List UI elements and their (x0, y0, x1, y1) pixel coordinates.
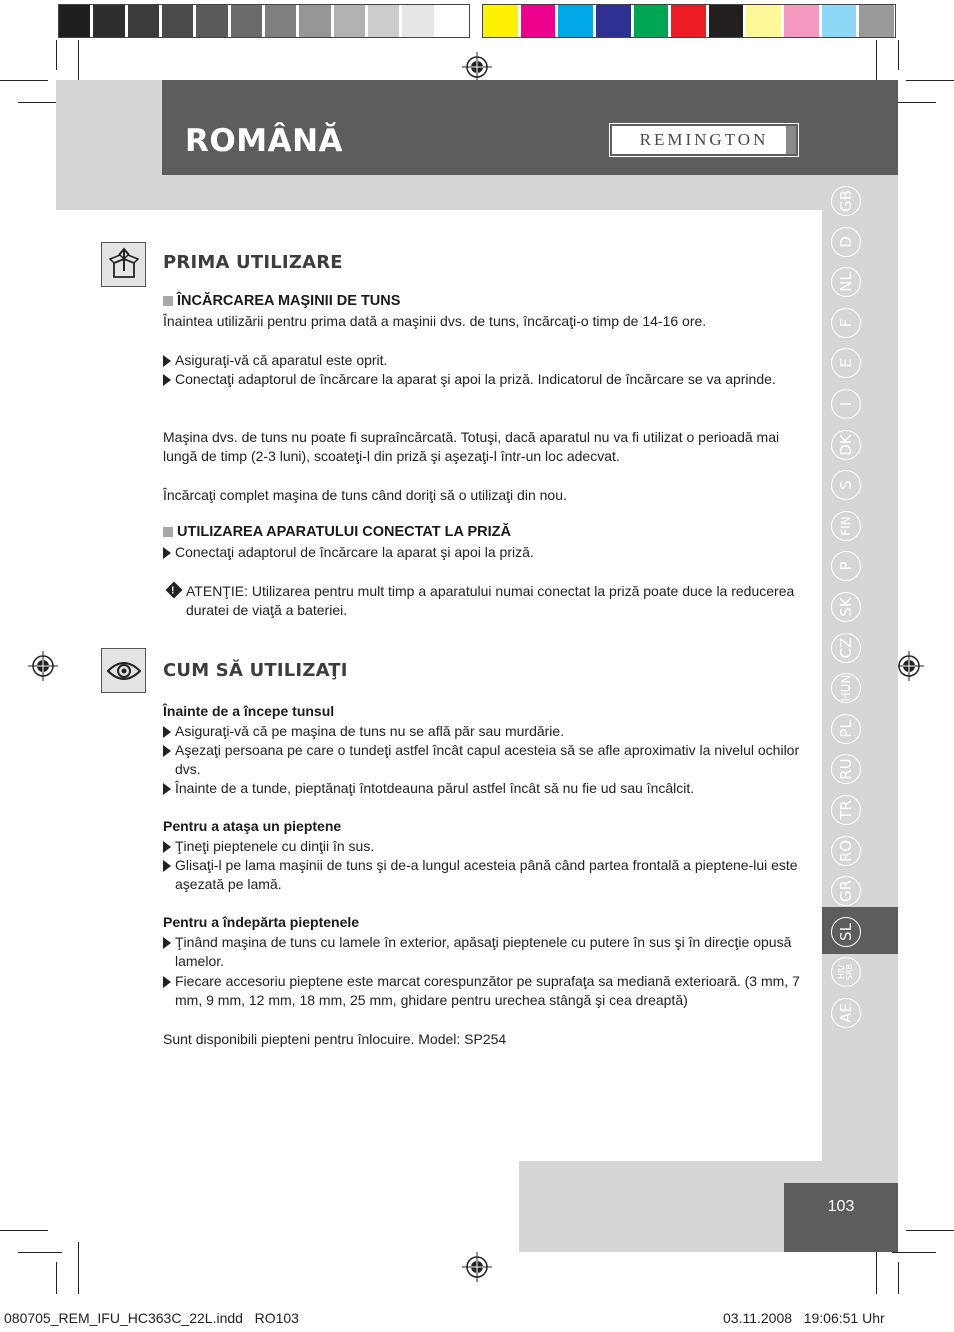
paragraph: Înaintea utilizării pentru prima dată a maşinii dvs. de tuns, încărcaţi-o timp de 14-16 ore. (163, 313, 707, 329)
list-item (163, 972, 803, 1011)
warning-icon (166, 582, 183, 599)
language-tab-d[interactable] (831, 227, 861, 257)
gray-scale-strip (58, 4, 470, 38)
triangle-bullet-icon (163, 783, 171, 795)
subheading-charging (163, 293, 400, 309)
subheading: Pentru a îndepărta pieptenele (163, 914, 360, 930)
page-title: ROMÂNĂ (185, 123, 343, 159)
language-tab-nl[interactable] (831, 267, 861, 297)
language-tab-label: TR (837, 800, 855, 820)
crop-mark (56, 1262, 57, 1294)
gray-swatch (128, 5, 159, 37)
gray-swatch (402, 5, 433, 37)
crop-mark (892, 1252, 936, 1253)
language-tab-gr[interactable] (831, 876, 861, 906)
list-item-text: Fiecare accesoriu pieptene este marcat corespunzător pe suprafaţa sa mediană exterioară. (3 mm, 7 mm, 9 mm, 12 mm, 18 mm, 25 mm, ghidare pentru urechea stângă şi cea dreaptă) (175, 973, 800, 1009)
language-tab-label: DK (837, 433, 855, 456)
triangle-bullet-icon (163, 547, 171, 559)
gray-swatch (162, 5, 193, 37)
triangle-bullet-icon (163, 374, 171, 386)
color-swatch (709, 5, 744, 37)
triangle-bullet-icon (163, 860, 171, 872)
gray-swatch (299, 5, 330, 37)
language-tab-label: RU (837, 758, 855, 781)
language-tab-cz[interactable] (831, 633, 861, 663)
language-tab-label: GB (837, 190, 855, 212)
registration-mark-icon (462, 1252, 492, 1282)
crop-mark (898, 40, 899, 70)
list-item-text: Asiguraţi-vă că aparatul este oprit. (175, 352, 388, 368)
subheading-text: ÎNCĂRCAREA MAŞINII DE TUNS (177, 293, 401, 309)
section-title-first-use: PRIMA UTILIZARE (163, 252, 343, 273)
language-tab-fin[interactable] (831, 511, 861, 541)
language-tab-f[interactable] (831, 308, 861, 338)
list-item-text: Conectaţi adaptorul de încărcare la aparat şi apoi la priză. Indicatorul de încărcare se va aprinde. (175, 371, 776, 387)
brand-logo-text: REMINGTON (639, 130, 769, 149)
page-number: 103 (827, 1198, 855, 1215)
color-swatch (558, 5, 593, 37)
language-tab-sk[interactable] (831, 592, 861, 622)
language-tab-label: RO (837, 839, 855, 862)
language-tab-dk[interactable] (831, 430, 861, 460)
language-tab-label: P (837, 561, 855, 571)
crop-mark (18, 1252, 62, 1253)
brand-logo (610, 124, 798, 156)
language-tab-gb[interactable] (831, 186, 861, 216)
list-item-text: Înainte de a tunde, pieptănaţi întotdeauna părul astfel încât să nu fie ud sau încâlcit. (175, 780, 695, 796)
language-tab-label: HUN (839, 674, 853, 702)
color-swatch (634, 5, 669, 37)
section-title-how-to-use: CUM SĂ UTILIZAŢI (163, 660, 348, 681)
crop-mark (906, 1230, 954, 1231)
crop-mark (906, 80, 954, 81)
paragraph: Sunt disponibili piepteni pentru înlocuire. Model: SP254 (163, 1031, 507, 1047)
language-tab-label: HR/ SRB (837, 964, 854, 981)
triangle-bullet-icon (163, 745, 171, 757)
list-item-text: Conectaţi adaptorul de încărcare la aparat şi apoi la priză. (175, 544, 534, 560)
color-swatch (521, 5, 556, 37)
list-item (163, 722, 803, 741)
list-item (163, 856, 803, 895)
list-item (163, 837, 803, 856)
language-tab-hun[interactable] (831, 673, 861, 703)
list-item-text: Ţineţi pieptenele cu dinţii în sus. (175, 838, 375, 854)
registration-mark-icon (28, 651, 58, 681)
paragraph: Maşina dvs. de tuns nu poate fi supraîncărcată. Totuşi, dacă aparatul nu va fi utilizat o perioadă mai lungă de timp (2-3 luni), scoateţi-l din priză şi aşezaţi-l într-un loc adecvat. (163, 429, 780, 465)
square-bullet-icon (163, 527, 173, 537)
warning-note (163, 582, 803, 621)
language-tab-s[interactable] (831, 470, 861, 500)
list-item (163, 741, 803, 780)
language-tab-label: AE (837, 1003, 855, 1023)
print-slug-date: 03.11.2008 19:06:51 Uhr (723, 1310, 885, 1326)
language-tab-label: NL (837, 272, 855, 292)
crop-mark (56, 40, 57, 70)
gray-swatch (265, 5, 296, 37)
crop-mark (78, 1242, 79, 1294)
language-tab-label: GR (837, 880, 855, 903)
language-tab-sl[interactable] (831, 917, 861, 947)
triangle-bullet-icon (163, 841, 171, 853)
gray-swatch (334, 5, 365, 37)
color-swatch (784, 5, 819, 37)
page-number-box (784, 1183, 898, 1252)
subheading: Pentru a ataşa un pieptene (163, 818, 342, 834)
crop-mark (898, 1262, 899, 1294)
language-tab-ae[interactable] (831, 998, 861, 1028)
list-item-text: Aşezaţi persoana pe care o tundeţi astfel încât capul acesteia să se afle aproximativ la nivelul ochilor dvs. (175, 742, 800, 778)
crop-mark (0, 1230, 48, 1231)
list-item-text: Ţinând maşina de tuns cu lamele în exterior, apăsaţi pieptenele cu putere în sus şi în direcţie opusă lamelor. (175, 934, 792, 970)
language-tab-label: SK (837, 597, 855, 617)
print-slug-file: 080705_REM_IFU_HC363C_22L.indd RO103 (4, 1310, 299, 1326)
color-scale-strip (482, 4, 896, 38)
language-tab-label: F (837, 318, 855, 328)
box-upload-icon (101, 242, 146, 287)
list-item-text: Asiguraţi-vă că pe maşina de tuns nu se află păr sau murdărie. (175, 723, 565, 739)
gray-swatch (437, 5, 468, 37)
language-tab-label: CZ (837, 637, 855, 658)
subheading-mains-use (163, 524, 511, 540)
language-tab-label: I (837, 401, 855, 407)
warning-text: ATENŢIE: Utilizarea pentru mult timp a aparatului numai conectat la priză poate duce la reducerea duratei de viaţă a bateriei. (186, 583, 795, 619)
triangle-bullet-icon (163, 937, 171, 949)
color-swatch (746, 5, 781, 37)
crop-mark (0, 80, 48, 81)
language-tab-i[interactable] (831, 389, 861, 419)
triangle-bullet-icon (163, 976, 171, 988)
gray-swatch (93, 5, 124, 37)
subheading-text: UTILIZAREA APARATULUI CONECTAT LA PRIZĂ (177, 524, 512, 540)
language-tab-ro[interactable] (831, 836, 861, 866)
eye-icon (101, 648, 146, 693)
language-tab-label: SL (837, 922, 855, 941)
language-tab-pl[interactable] (831, 714, 861, 744)
gray-swatch (196, 5, 227, 37)
color-swatch (822, 5, 857, 37)
list-item (163, 351, 803, 370)
triangle-bullet-icon (163, 726, 171, 738)
language-tab-label: S (837, 480, 855, 490)
list-item (163, 543, 803, 562)
color-swatch (596, 5, 631, 37)
registration-mark-icon (894, 651, 924, 681)
triangle-bullet-icon (163, 355, 171, 367)
list-item (163, 779, 803, 798)
language-tab-label: E (837, 358, 855, 369)
language-tab-label: FIN (839, 516, 853, 536)
subheading: Înainte de a începe tunsul (163, 703, 335, 719)
list-item (163, 933, 803, 972)
gray-swatch (59, 5, 90, 37)
gray-swatch (231, 5, 262, 37)
color-swatch (483, 5, 518, 37)
color-swatch (859, 5, 894, 37)
registration-mark-icon (462, 52, 492, 82)
list-item (163, 370, 803, 389)
language-tab-label: D (837, 235, 855, 248)
language-tab-tr[interactable] (831, 795, 861, 825)
list-item-text: Glisaţi-l pe lama maşinii de tuns şi de-a lungul acesteia până când partea frontală a pieptene-lui este aşezată pe lamă. (175, 857, 798, 893)
color-swatch (671, 5, 706, 37)
crop-mark (892, 102, 936, 103)
square-bullet-icon (163, 296, 173, 306)
gray-swatch (368, 5, 399, 37)
language-tab-label: PL (837, 720, 855, 738)
paragraph: Încărcaţi complet maşina de tuns când doriţi să o utilizaţi din nou. (163, 487, 567, 503)
